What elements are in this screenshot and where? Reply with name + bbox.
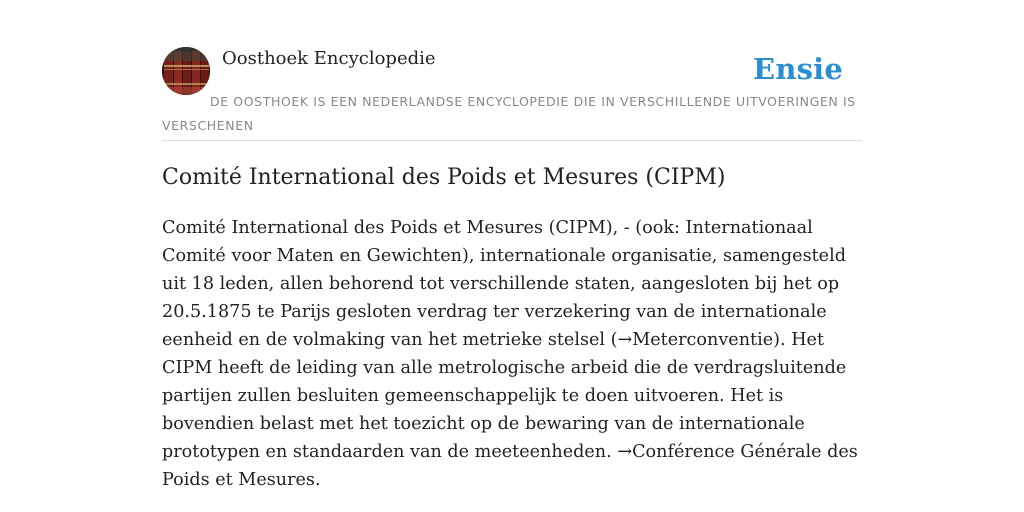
brand-logo[interactable]: Ensie [753, 52, 843, 86]
book-spines-icon [162, 47, 210, 95]
article-body-text: . [314, 470, 321, 490]
article-card [162, 44, 862, 494]
cross-reference-link[interactable]: →Conférence Générale des Poids et Mesures [162, 442, 858, 490]
article-body-text: ). Het CIPM heeft de leiding van alle metrologische arbeid die de verdragsluitende partijen zullen besluiten gemeenschappelijk te doen uitvoeren. Het is bovendien belast met het toezicht op de bewaring van de internationale prototypen en standaarden van de meeteenheden. [162, 330, 847, 462]
article-title: Comité International des Poids et Mesures (CIPM) [162, 165, 726, 190]
source-header [162, 44, 862, 141]
article-body [162, 214, 862, 494]
source-title[interactable]: Oosthoek Encyclopedie [222, 48, 436, 69]
source-avatar[interactable] [162, 47, 210, 95]
article-body-text: Comité International des Poids et Mesures (CIPM), - (ook: Internationaal Comité voor Maten en Gewichten), internationale organisatie, samengesteld uit 18 leden, allen behorend tot verschillende staten, aangesloten bij het op 20.5.1875 te Parijs gesloten verdrag ter verzekering van de internationale eenheid en de volmaking van het metrieke stelsel ( [162, 218, 846, 350]
cross-reference-link[interactable]: →Meterconventie [617, 330, 774, 350]
source-tagline: DE OOSTHOEK IS EEN NEDERLANDSE ENCYCLOPEDIE DIE IN VERSCHILLENDE UITVOERINGEN IS VERSCHENEN [162, 94, 856, 133]
